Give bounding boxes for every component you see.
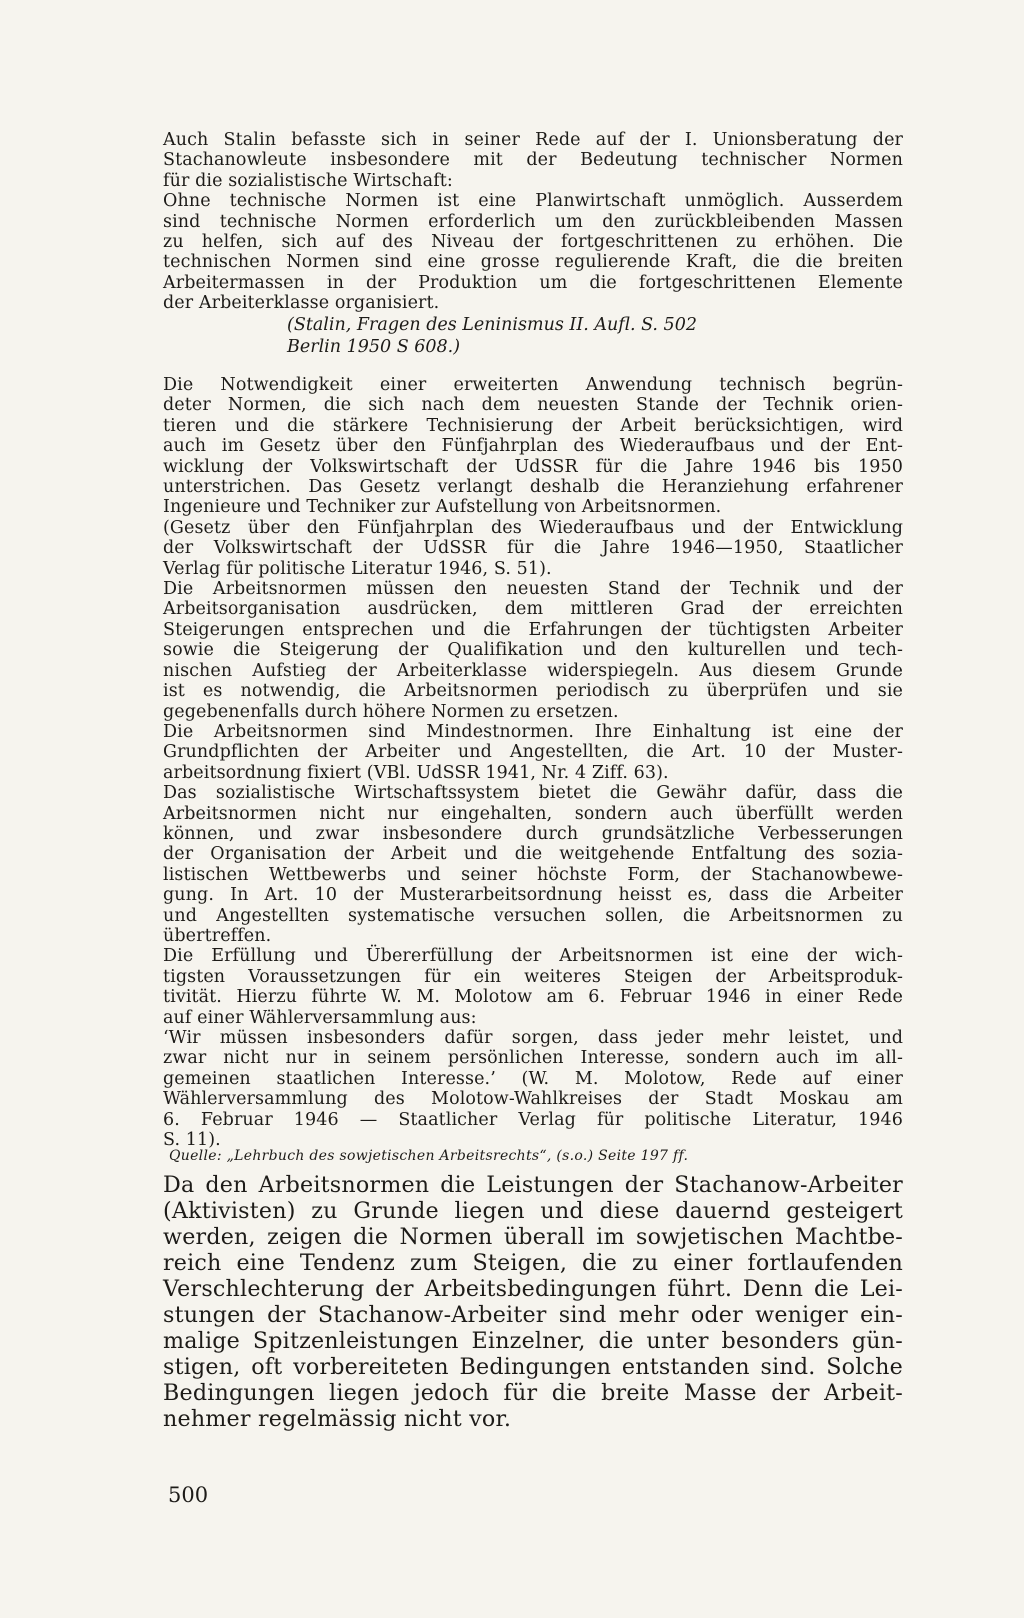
text-line: technischen Normen sind eine grosse regulierende Kraft, die die breiten — [163, 252, 903, 273]
text-line: arbeitsordnung fixiert (VBl. UdSSR 1941, Nr. 4 Ziff. 63). — [163, 762, 669, 783]
text-line: nischen Aufstieg der Arbeiterklasse widerspiegeln. Aus diesem Grunde — [163, 660, 903, 681]
page-number: 500 — [168, 1483, 209, 1507]
text-line: der Arbeiterklasse organisiert. — [163, 293, 440, 314]
text-line: 6. Februar 1946 — Staatlicher Verlag für politische Literatur, 1946 — [163, 1109, 903, 1130]
commentary-paragraph — [163, 1172, 903, 1432]
text-line: stungen der Stachanow-Arbeiter sind mehr oder weniger ein- — [163, 1302, 903, 1328]
text-line: zwar nicht nur in seinem persönlichen Interesse, sondern auch im all- — [163, 1048, 903, 1069]
text-line: gemeinen staatlichen Interesse.’ (W. M. Molotow, Rede auf einer — [163, 1068, 903, 1089]
text-line: Ingenieure und Techniker zur Aufstellung von Arbeitsnormen. — [163, 497, 722, 518]
text-line: Arbeitermassen in der Produktion um die fortgeschrittenen Elemente — [163, 272, 903, 293]
stalin-citation — [287, 314, 697, 358]
text-line: listischen Wettbewerbs und seiner höchste Form, der Stachanowbewe- — [163, 864, 903, 885]
text-line: Die Notwendigkeit einer erweiterten Anwendung technisch begrün- — [163, 375, 903, 395]
text-line: und Angestellten systematische versuchen sollen, die Arbeitsnormen zu — [163, 905, 903, 926]
citation-line: Berlin 1950 S 608.) — [287, 337, 461, 357]
text-line: gung. In Art. 10 der Musterarbeitsordnung heisst es, dass die Arbeiter — [163, 885, 903, 906]
text-line: reich eine Tendenz zum Steigen, die zu einer fortlaufenden — [163, 1250, 903, 1276]
text-line: Das sozialistische Wirtschaftssystem bietet die Gewähr dafür, dass die — [163, 783, 903, 804]
text-line: Arbeitsnormen nicht nur eingehalten, sondern auch überfüllt werden — [163, 803, 903, 824]
text-line: Bedingungen liegen jedoch für die breite Masse der Arbeit- — [163, 1380, 903, 1406]
text-line: Die Arbeitsnormen sind Mindestnormen. Ihre Einhaltung ist eine der — [163, 721, 903, 742]
text-line: Die Erfüllung und Übererfüllung der Arbeitsnormen ist eine der wich- — [163, 946, 903, 967]
text-line: unterstrichen. Das Gesetz verlangt deshalb die Heranziehung erfahrener — [163, 477, 903, 498]
text-line: nehmer regelmässig nicht vor. — [163, 1406, 512, 1432]
text-line: malige Spitzenleistungen Einzelner, die unter besonders gün- — [163, 1328, 903, 1354]
text-line: werden, zeigen die Normen überall im sowjetischen Machtbe- — [163, 1224, 903, 1250]
text-line: auf einer Wählerversammlung aus: — [163, 1007, 477, 1028]
text-line: tivität. Hierzu führte W. M. Molotow am 6. Februar 1946 in einer Rede — [163, 987, 903, 1008]
text-line: sowie die Steigerung der Qualifikation und den kulturellen und tech- — [163, 640, 903, 661]
text-line: tigsten Voraussetzungen für ein weiteres Steigen der Arbeitsproduk- — [163, 966, 903, 987]
text-line: (Gesetz über den Fünfjahrplan des Wiederaufbaus und der Entwicklung — [163, 517, 903, 538]
labor-norms-paragraph — [163, 375, 903, 1150]
text-line: Da den Arbeitsnormen die Leistungen der Stachanow-Arbeiter — [163, 1172, 903, 1198]
text-line: Steigerungen entsprechen und die Erfahrungen der tüchtigsten Arbeiter — [163, 619, 903, 640]
text-line: stigen, oft vorbereiteten Bedingungen entstanden sind. Solche — [163, 1354, 903, 1380]
text-line: Grundpflichten der Arbeiter und Angestellten, die Art. 10 der Muster- — [163, 742, 903, 763]
text-line: (Aktivisten) zu Grunde liegen und diese dauernd gesteigert — [163, 1198, 903, 1224]
text-line: Ohne technische Normen ist eine Planwirtschaft unmöglich. Ausserdem — [163, 191, 903, 212]
text-line: deter Normen, die sich nach dem neuesten Stande der Technik orien- — [163, 395, 903, 416]
text-line: ist es notwendig, die Arbeitsnormen periodisch zu überprüfen und sie — [163, 681, 903, 702]
text-line: zu helfen, sich auf des Niveau der fortgeschrittenen zu erhöhen. Die — [163, 232, 903, 253]
text-line: Arbeitsorganisation ausdrücken, dem mittleren Grad der erreichten — [163, 599, 903, 620]
text-line: Verlag für politische Literatur 1946, S. 51). — [163, 558, 552, 579]
text-line: der Organisation der Arbeit und die weitgehende Entfaltung des sozia- — [163, 844, 903, 865]
text-line: Verschlechterung der Arbeitsbedingungen führt. Denn die Lei- — [163, 1276, 903, 1302]
text-line: ‘Wir müssen insbesonders dafür sorgen, dass jeder mehr leistet, und — [163, 1028, 903, 1048]
text-line: übertreffen. — [163, 925, 272, 946]
text-line: S. 11). — [163, 1130, 221, 1151]
text-line: tieren und die stärkere Technisierung der Arbeit berücksichtigen, wird — [163, 415, 903, 436]
text-line: sind technische Normen erforderlich um den zurückbleibenden Massen — [163, 211, 903, 232]
text-line: Wählerversammlung des Molotow-Wahlkreises der Stadt Moskau am — [163, 1089, 903, 1110]
stalin-quote-paragraph — [163, 130, 903, 314]
text-line: auch im Gesetz über den Fünfjahrplan des Wiederaufbaus und der Ent- — [163, 436, 903, 457]
text-line: für die sozialistische Wirtschaft: — [163, 170, 453, 191]
citation-line: (Stalin, Fragen des Leninismus II. Aufl. S. 502 — [287, 315, 697, 335]
text-line: der Volkswirtschaft der UdSSR für die Jahre 1946—1950, Staatlicher — [163, 538, 903, 559]
text-line: Die Arbeitsnormen müssen den neuesten Stand der Technik und der — [163, 579, 903, 600]
text-line: Auch Stalin befasste sich in seiner Rede auf der I. Unionsberatung der — [163, 130, 903, 150]
source-reference: Quelle: „Lehrbuch des sowjetischen Arbeitsrechts“, (s.o.) Seite 197 ff. — [169, 1148, 689, 1164]
text-line: gegebenenfalls durch höhere Normen zu ersetzen. — [163, 701, 619, 722]
text-line: Stachanowleute insbesondere mit der Bedeutung technischer Normen — [163, 150, 903, 171]
text-line: wicklung der Volkswirtschaft der UdSSR für die Jahre 1946 bis 1950 — [163, 456, 903, 477]
text-line: können, und zwar insbesondere durch grundsätzliche Verbesserungen — [163, 823, 903, 844]
